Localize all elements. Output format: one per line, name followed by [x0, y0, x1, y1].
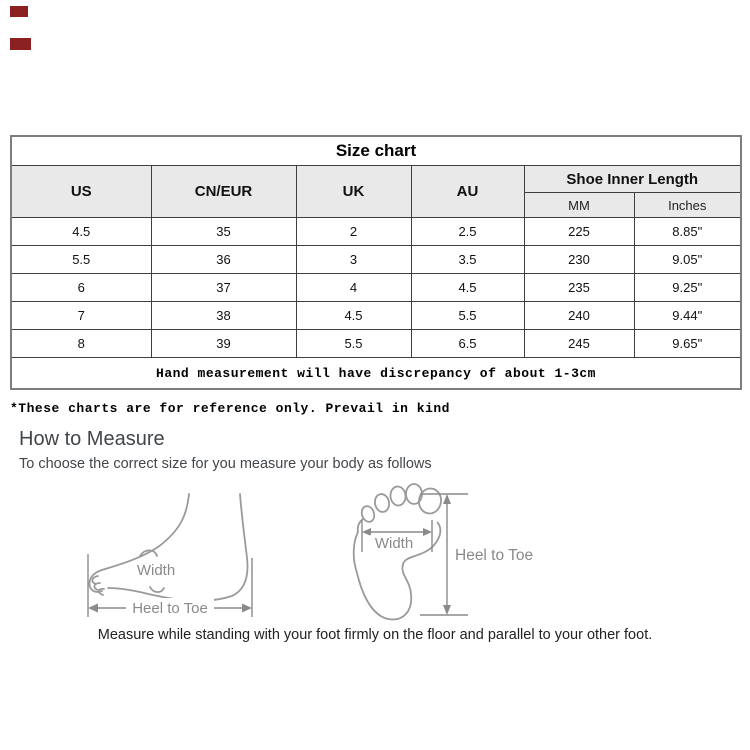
size-cell: 8	[11, 330, 151, 358]
side-view-width-label: Width	[136, 562, 176, 579]
footprint-top-view-diagram	[352, 480, 572, 628]
size-cell: 4.5	[11, 218, 151, 246]
size-cell: 230	[524, 246, 634, 274]
red-mark-2	[10, 38, 31, 50]
size-cell: 7	[11, 302, 151, 330]
size-chart-table-container	[10, 135, 740, 390]
size-cell: 4	[296, 274, 411, 302]
measurement-note: Hand measurement will have discrepancy of about 1-3cm	[11, 358, 741, 390]
foot-side-view-drawing	[82, 492, 267, 624]
how-to-measure-subheading: To choose the correct size for you measure your body as follows	[19, 456, 432, 472]
size-cell: 3.5	[411, 246, 524, 274]
col-header-cneur: CN/EUR	[151, 166, 296, 218]
size-cell: 5.5	[11, 246, 151, 274]
red-mark-1	[10, 6, 28, 17]
size-cell: 9.65"	[634, 330, 741, 358]
col-header-inner-length: Shoe Inner Length	[524, 166, 741, 193]
size-row	[11, 330, 741, 358]
measuring-instruction: Measure while standing with your foot firmly on the floor and parallel to your other foot.	[97, 627, 653, 643]
size-cell: 37	[151, 274, 296, 302]
size-cell: 6.5	[411, 330, 524, 358]
size-cell: 5.5	[411, 302, 524, 330]
size-cell: 5.5	[296, 330, 411, 358]
size-cell: 9.44"	[634, 302, 741, 330]
col-header-uk: UK	[296, 166, 411, 218]
table-title: Size chart	[11, 136, 741, 166]
size-cell: 240	[524, 302, 634, 330]
reference-disclaimer: *These charts are for reference only. Prevail in kind	[10, 401, 450, 416]
col-header-au: AU	[411, 166, 524, 218]
top-view-width-label: Width	[374, 535, 414, 552]
size-row	[11, 302, 741, 330]
size-cell: 9.05"	[634, 246, 741, 274]
size-cell: 245	[524, 330, 634, 358]
size-chart-table	[10, 135, 742, 390]
size-cell: 4.5	[411, 274, 524, 302]
size-cell: 2	[296, 218, 411, 246]
col-header-inches: Inches	[634, 193, 741, 218]
size-cell: 38	[151, 302, 296, 330]
size-cell: 35	[151, 218, 296, 246]
size-row	[11, 274, 741, 302]
size-cell: 6	[11, 274, 151, 302]
size-row	[11, 218, 741, 246]
size-cell: 4.5	[296, 302, 411, 330]
size-cell: 9.25"	[634, 274, 741, 302]
footprint-top-view-drawing	[352, 480, 572, 628]
table-note-row	[11, 358, 741, 390]
col-header-us: US	[11, 166, 151, 218]
size-cell: 36	[151, 246, 296, 274]
table-header-row	[11, 166, 741, 193]
side-view-heel-to-toe-label: Heel to Toe	[132, 600, 208, 617]
size-cell: 2.5	[411, 218, 524, 246]
size-cell: 235	[524, 274, 634, 302]
size-cell: 225	[524, 218, 634, 246]
top-view-heel-to-toe-label: Heel to Toe	[455, 547, 534, 564]
size-cell: 39	[151, 330, 296, 358]
how-to-measure-heading: How to Measure	[19, 428, 165, 450]
foot-side-view-diagram	[82, 492, 267, 624]
table-title-row	[11, 136, 741, 166]
size-row	[11, 246, 741, 274]
size-cell: 3	[296, 246, 411, 274]
col-header-mm: MM	[524, 193, 634, 218]
size-cell: 8.85"	[634, 218, 741, 246]
size-table-body	[11, 218, 741, 358]
